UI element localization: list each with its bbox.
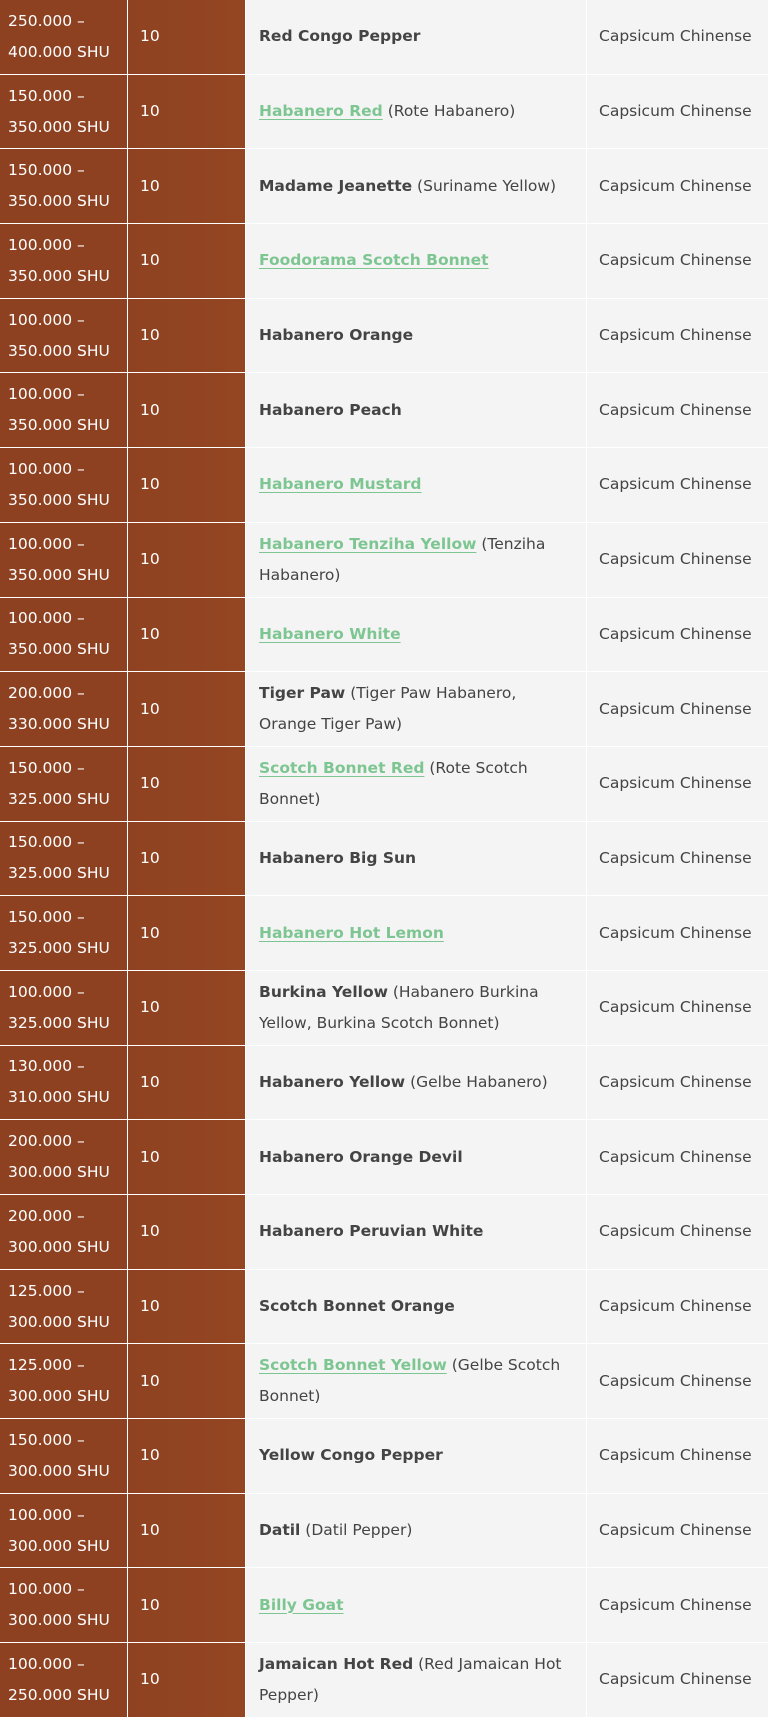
scoville-range-cell xyxy=(0,75,128,149)
heat-level-cell xyxy=(128,1046,246,1120)
pepper-name: Tiger Paw xyxy=(259,684,346,703)
species-text: Capsicum Chinense xyxy=(599,848,752,867)
pepper-name-cell xyxy=(246,448,587,522)
pepper-name-cell xyxy=(246,0,587,74)
table-row xyxy=(0,448,768,523)
table-row xyxy=(0,1568,768,1643)
table-row xyxy=(0,1195,768,1270)
species-text: Capsicum Chinense xyxy=(599,774,752,793)
pepper-name-cell xyxy=(246,75,587,149)
heat-level-text: 10 xyxy=(140,1670,160,1689)
pepper-name-link[interactable]: Billy Goat xyxy=(259,1595,344,1614)
pepper-name-cell xyxy=(246,971,587,1045)
pepper-alt-name: (Suriname Yellow) xyxy=(412,176,557,195)
scoville-range-cell xyxy=(0,0,128,74)
scoville-range-text: 150.000 – 325.000 SHU xyxy=(8,833,110,883)
heat-level-cell xyxy=(128,1344,246,1418)
pepper-name-wrap xyxy=(259,918,444,949)
species-cell xyxy=(587,672,768,746)
pepper-name-wrap xyxy=(259,678,574,740)
scoville-range-text: 150.000 – 300.000 SHU xyxy=(8,1430,110,1480)
scoville-range-cell xyxy=(0,1494,128,1568)
pepper-name-wrap xyxy=(259,245,489,276)
heat-level-cell xyxy=(128,523,246,597)
heat-level-text: 10 xyxy=(140,848,160,867)
pepper-name-cell xyxy=(246,1643,587,1717)
scoville-range-text: 100.000 – 350.000 SHU xyxy=(8,235,110,285)
species-cell xyxy=(587,1120,768,1194)
pepper-alt-name: (Gelbe Habanero) xyxy=(405,1072,548,1091)
scoville-range-text: 150.000 – 350.000 SHU xyxy=(8,161,110,211)
table-row xyxy=(0,672,768,747)
species-text: Capsicum Chinense xyxy=(599,176,752,195)
table-row xyxy=(0,598,768,673)
scoville-range-cell xyxy=(0,896,128,970)
pepper-name-wrap xyxy=(259,529,574,591)
heat-level-cell xyxy=(128,0,246,74)
table-row xyxy=(0,1270,768,1345)
heat-level-cell xyxy=(128,598,246,672)
table-row xyxy=(0,224,768,299)
heat-level-cell xyxy=(128,373,246,447)
pepper-name-cell xyxy=(246,822,587,896)
pepper-alt-name: (Tiger Paw Habanero, Orange Tiger Paw) xyxy=(259,684,517,734)
pepper-name: Burkina Yellow xyxy=(259,982,388,1001)
scoville-range-cell xyxy=(0,1195,128,1269)
heat-level-text: 10 xyxy=(140,475,160,494)
pepper-name: Habanero Peach xyxy=(259,400,402,419)
table-row xyxy=(0,1643,768,1718)
heat-level-cell xyxy=(128,896,246,970)
pepper-name: Habanero Orange xyxy=(259,326,414,345)
pepper-name-cell xyxy=(246,672,587,746)
species-cell xyxy=(587,1568,768,1642)
species-cell xyxy=(587,1195,768,1269)
pepper-name-wrap xyxy=(259,1216,483,1247)
scoville-range-cell xyxy=(0,1270,128,1344)
scoville-range-text: 200.000 – 300.000 SHU xyxy=(8,1206,110,1256)
scoville-range-cell xyxy=(0,1419,128,1493)
heat-level-cell xyxy=(128,299,246,373)
heat-level-cell xyxy=(128,971,246,1045)
pepper-name: Habanero Big Sun xyxy=(259,848,417,867)
pepper-name-cell xyxy=(246,1270,587,1344)
species-text: Capsicum Chinense xyxy=(599,699,752,718)
scoville-range-cell xyxy=(0,523,128,597)
species-text: Capsicum Chinense xyxy=(599,251,752,270)
pepper-name-link[interactable]: Habanero Red xyxy=(259,102,383,121)
pepper-name-link[interactable]: Habanero Mustard xyxy=(259,475,422,494)
scoville-range-text: 125.000 – 300.000 SHU xyxy=(8,1281,110,1331)
scoville-range-text: 130.000 – 310.000 SHU xyxy=(8,1057,110,1107)
scoville-range-cell xyxy=(0,299,128,373)
heat-level-cell xyxy=(128,1643,246,1717)
scoville-range-cell xyxy=(0,1046,128,1120)
pepper-name-wrap xyxy=(259,1350,574,1412)
heat-level-text: 10 xyxy=(140,251,160,270)
species-cell xyxy=(587,1643,768,1717)
pepper-name-wrap xyxy=(259,977,574,1039)
heat-level-cell xyxy=(128,1195,246,1269)
scoville-range-text: 100.000 – 250.000 SHU xyxy=(8,1654,110,1704)
pepper-name-cell xyxy=(246,1344,587,1418)
pepper-name-wrap xyxy=(259,843,416,874)
heat-level-cell xyxy=(128,448,246,522)
scoville-range-cell xyxy=(0,448,128,522)
table-row xyxy=(0,896,768,971)
heat-level-text: 10 xyxy=(140,1072,160,1091)
heat-level-text: 10 xyxy=(140,176,160,195)
species-cell xyxy=(587,822,768,896)
scoville-range-text: 100.000 – 325.000 SHU xyxy=(8,982,110,1032)
pepper-name-cell xyxy=(246,747,587,821)
pepper-name-wrap xyxy=(259,1515,412,1546)
species-cell xyxy=(587,598,768,672)
scoville-range-text: 100.000 – 350.000 SHU xyxy=(8,534,110,584)
heat-level-text: 10 xyxy=(140,1147,160,1166)
table-row xyxy=(0,822,768,897)
pepper-name: Scotch Bonnet Orange xyxy=(259,1297,455,1316)
species-text: Capsicum Chinense xyxy=(599,102,752,121)
scoville-range-text: 100.000 – 350.000 SHU xyxy=(8,459,110,509)
heat-level-text: 10 xyxy=(140,1595,160,1614)
table-row xyxy=(0,299,768,374)
heat-level-text: 10 xyxy=(140,326,160,345)
scoville-range-cell xyxy=(0,971,128,1045)
heat-level-text: 10 xyxy=(140,624,160,643)
pepper-name: Habanero Yellow xyxy=(259,1072,406,1091)
pepper-name-cell xyxy=(246,299,587,373)
scoville-range-cell xyxy=(0,598,128,672)
heat-level-text: 10 xyxy=(140,998,160,1017)
species-cell xyxy=(587,0,768,74)
species-text: Capsicum Chinense xyxy=(599,923,752,942)
species-text: Capsicum Chinense xyxy=(599,1222,752,1241)
heat-level-cell xyxy=(128,224,246,298)
table-row xyxy=(0,1344,768,1419)
species-text: Capsicum Chinense xyxy=(599,1072,752,1091)
species-cell xyxy=(587,224,768,298)
species-cell xyxy=(587,1046,768,1120)
species-text: Capsicum Chinense xyxy=(599,1147,752,1166)
species-cell xyxy=(587,1419,768,1493)
heat-level-text: 10 xyxy=(140,550,160,569)
species-cell xyxy=(587,1494,768,1568)
pepper-name-cell xyxy=(246,1419,587,1493)
species-text: Capsicum Chinense xyxy=(599,400,752,419)
heat-level-cell xyxy=(128,149,246,223)
scoville-range-cell xyxy=(0,373,128,447)
pepper-name-wrap xyxy=(259,1440,443,1471)
pepper-name-wrap xyxy=(259,753,574,815)
species-cell xyxy=(587,448,768,522)
species-cell xyxy=(587,1344,768,1418)
table-row xyxy=(0,373,768,448)
scoville-range-text: 150.000 – 325.000 SHU xyxy=(8,908,110,958)
pepper-name-wrap xyxy=(259,96,515,127)
scoville-range-text: 200.000 – 330.000 SHU xyxy=(8,684,110,734)
pepper-name-wrap xyxy=(259,320,413,351)
species-cell xyxy=(587,149,768,223)
heat-level-cell xyxy=(128,672,246,746)
species-cell xyxy=(587,971,768,1045)
scoville-range-cell xyxy=(0,747,128,821)
heat-level-text: 10 xyxy=(140,102,160,121)
scoville-range-cell xyxy=(0,224,128,298)
heat-level-text: 10 xyxy=(140,1222,160,1241)
heat-level-text: 10 xyxy=(140,1297,160,1316)
pepper-name-link[interactable]: Scotch Bonnet Yellow xyxy=(259,1356,447,1375)
species-cell xyxy=(587,1270,768,1344)
heat-level-text: 10 xyxy=(140,27,160,46)
scoville-range-cell xyxy=(0,672,128,746)
species-text: Capsicum Chinense xyxy=(599,1670,752,1689)
species-text: Capsicum Chinense xyxy=(599,624,752,643)
heat-level-text: 10 xyxy=(140,699,160,718)
scoville-range-text: 125.000 – 300.000 SHU xyxy=(8,1356,110,1406)
species-text: Capsicum Chinense xyxy=(599,326,752,345)
pepper-name-link[interactable]: Foodorama Scotch Bonnet xyxy=(259,251,489,270)
scoville-range-cell xyxy=(0,1568,128,1642)
pepper-name-wrap xyxy=(259,1291,455,1322)
table-row xyxy=(0,1120,768,1195)
heat-level-text: 10 xyxy=(140,1371,160,1390)
pepper-name: Datil xyxy=(259,1521,301,1540)
species-text: Capsicum Chinense xyxy=(599,1595,752,1614)
pepper-name-wrap xyxy=(259,1142,463,1173)
scoville-range-text: 100.000 – 350.000 SHU xyxy=(8,310,110,360)
pepper-alt-name: (Tenziha Habanero) xyxy=(259,534,546,584)
scoville-range-text: 100.000 – 350.000 SHU xyxy=(8,609,110,659)
table-row xyxy=(0,149,768,224)
scoville-range-cell xyxy=(0,822,128,896)
pepper-name-wrap xyxy=(259,619,401,650)
heat-level-cell xyxy=(128,1120,246,1194)
heat-level-cell xyxy=(128,747,246,821)
scoville-range-text: 100.000 – 300.000 SHU xyxy=(8,1505,110,1555)
species-cell xyxy=(587,299,768,373)
species-text: Capsicum Chinense xyxy=(599,1446,752,1465)
scoville-range-text: 250.000 – 400.000 SHU xyxy=(8,11,110,61)
heat-level-cell xyxy=(128,1494,246,1568)
table-row xyxy=(0,75,768,150)
pepper-name-wrap xyxy=(259,1067,548,1098)
table-row xyxy=(0,747,768,822)
pepper-name-cell xyxy=(246,1494,587,1568)
pepper-name-cell xyxy=(246,896,587,970)
pepper-name-cell xyxy=(246,1120,587,1194)
pepper-name-wrap xyxy=(259,1649,574,1711)
pepper-name-wrap xyxy=(259,395,402,426)
species-text: Capsicum Chinense xyxy=(599,27,752,46)
table-row xyxy=(0,523,768,598)
pepper-name-cell xyxy=(246,1195,587,1269)
pepper-name-cell xyxy=(246,1568,587,1642)
scoville-range-text: 100.000 – 300.000 SHU xyxy=(8,1580,110,1630)
heat-level-text: 10 xyxy=(140,923,160,942)
pepper-alt-name: (Rote Scotch Bonnet) xyxy=(259,758,528,808)
pepper-name-cell xyxy=(246,149,587,223)
scoville-range-text: 200.000 – 300.000 SHU xyxy=(8,1132,110,1182)
pepper-name-link[interactable]: Habanero White xyxy=(259,624,401,643)
scoville-range-cell xyxy=(0,1344,128,1418)
heat-level-cell xyxy=(128,822,246,896)
pepper-name-wrap xyxy=(259,171,556,202)
species-text: Capsicum Chinense xyxy=(599,1297,752,1316)
scoville-range-text: 150.000 – 325.000 SHU xyxy=(8,758,110,808)
species-text: Capsicum Chinense xyxy=(599,475,752,494)
heat-level-text: 10 xyxy=(140,400,160,419)
species-text: Capsicum Chinense xyxy=(599,1371,752,1390)
species-cell xyxy=(587,896,768,970)
pepper-name-link[interactable]: Habanero Hot Lemon xyxy=(259,923,444,942)
scoville-range-text: 150.000 – 350.000 SHU xyxy=(8,86,110,136)
scoville-range-cell xyxy=(0,1643,128,1717)
pepper-name-cell xyxy=(246,1046,587,1120)
pepper-name-cell xyxy=(246,224,587,298)
heat-level-text: 10 xyxy=(140,774,160,793)
pepper-name-cell xyxy=(246,523,587,597)
table-row xyxy=(0,1046,768,1121)
heat-level-cell xyxy=(128,75,246,149)
pepper-name-cell xyxy=(246,598,587,672)
species-cell xyxy=(587,747,768,821)
pepper-alt-name: (Datil Pepper) xyxy=(300,1521,413,1540)
pepper-name: Red Congo Pepper xyxy=(259,27,421,46)
table-row xyxy=(0,1419,768,1494)
pepper-alt-name: (Gelbe Scotch Bonnet) xyxy=(259,1356,561,1406)
pepper-name-wrap xyxy=(259,469,422,500)
pepper-name: Jamaican Hot Red xyxy=(259,1654,414,1673)
pepper-alt-name: (Rote Habanero) xyxy=(382,102,516,121)
species-text: Capsicum Chinense xyxy=(599,998,752,1017)
pepper-name-link[interactable]: Habanero Tenziha Yellow xyxy=(259,534,477,553)
scoville-range-cell xyxy=(0,149,128,223)
table-row xyxy=(0,1494,768,1569)
species-text: Capsicum Chinense xyxy=(599,1521,752,1540)
pepper-name-link[interactable]: Scotch Bonnet Red xyxy=(259,758,425,777)
pepper-name: Habanero Orange Devil xyxy=(259,1147,463,1166)
heat-level-text: 10 xyxy=(140,1446,160,1465)
table-row xyxy=(0,971,768,1046)
heat-level-cell xyxy=(128,1419,246,1493)
heat-level-cell xyxy=(128,1568,246,1642)
pepper-name: Yellow Congo Pepper xyxy=(259,1446,443,1465)
species-cell xyxy=(587,75,768,149)
table-row xyxy=(0,0,768,75)
species-cell xyxy=(587,523,768,597)
pepper-name-wrap xyxy=(259,21,420,52)
species-text: Capsicum Chinense xyxy=(599,550,752,569)
pepper-name-wrap xyxy=(259,1590,344,1621)
pepper-alt-name: (Red Jamaican Hot Pepper) xyxy=(259,1654,562,1704)
species-cell xyxy=(587,373,768,447)
pepper-name: Habanero Peruvian White xyxy=(259,1222,484,1241)
pepper-alt-name: (Habanero Burkina Yellow, Burkina Scotch Bonnet) xyxy=(259,982,539,1032)
heat-level-cell xyxy=(128,1270,246,1344)
pepper-name: Madame Jeanette xyxy=(259,176,413,195)
scoville-range-cell xyxy=(0,1120,128,1194)
pepper-name-cell xyxy=(246,373,587,447)
scoville-range-text: 100.000 – 350.000 SHU xyxy=(8,385,110,435)
heat-level-text: 10 xyxy=(140,1521,160,1540)
